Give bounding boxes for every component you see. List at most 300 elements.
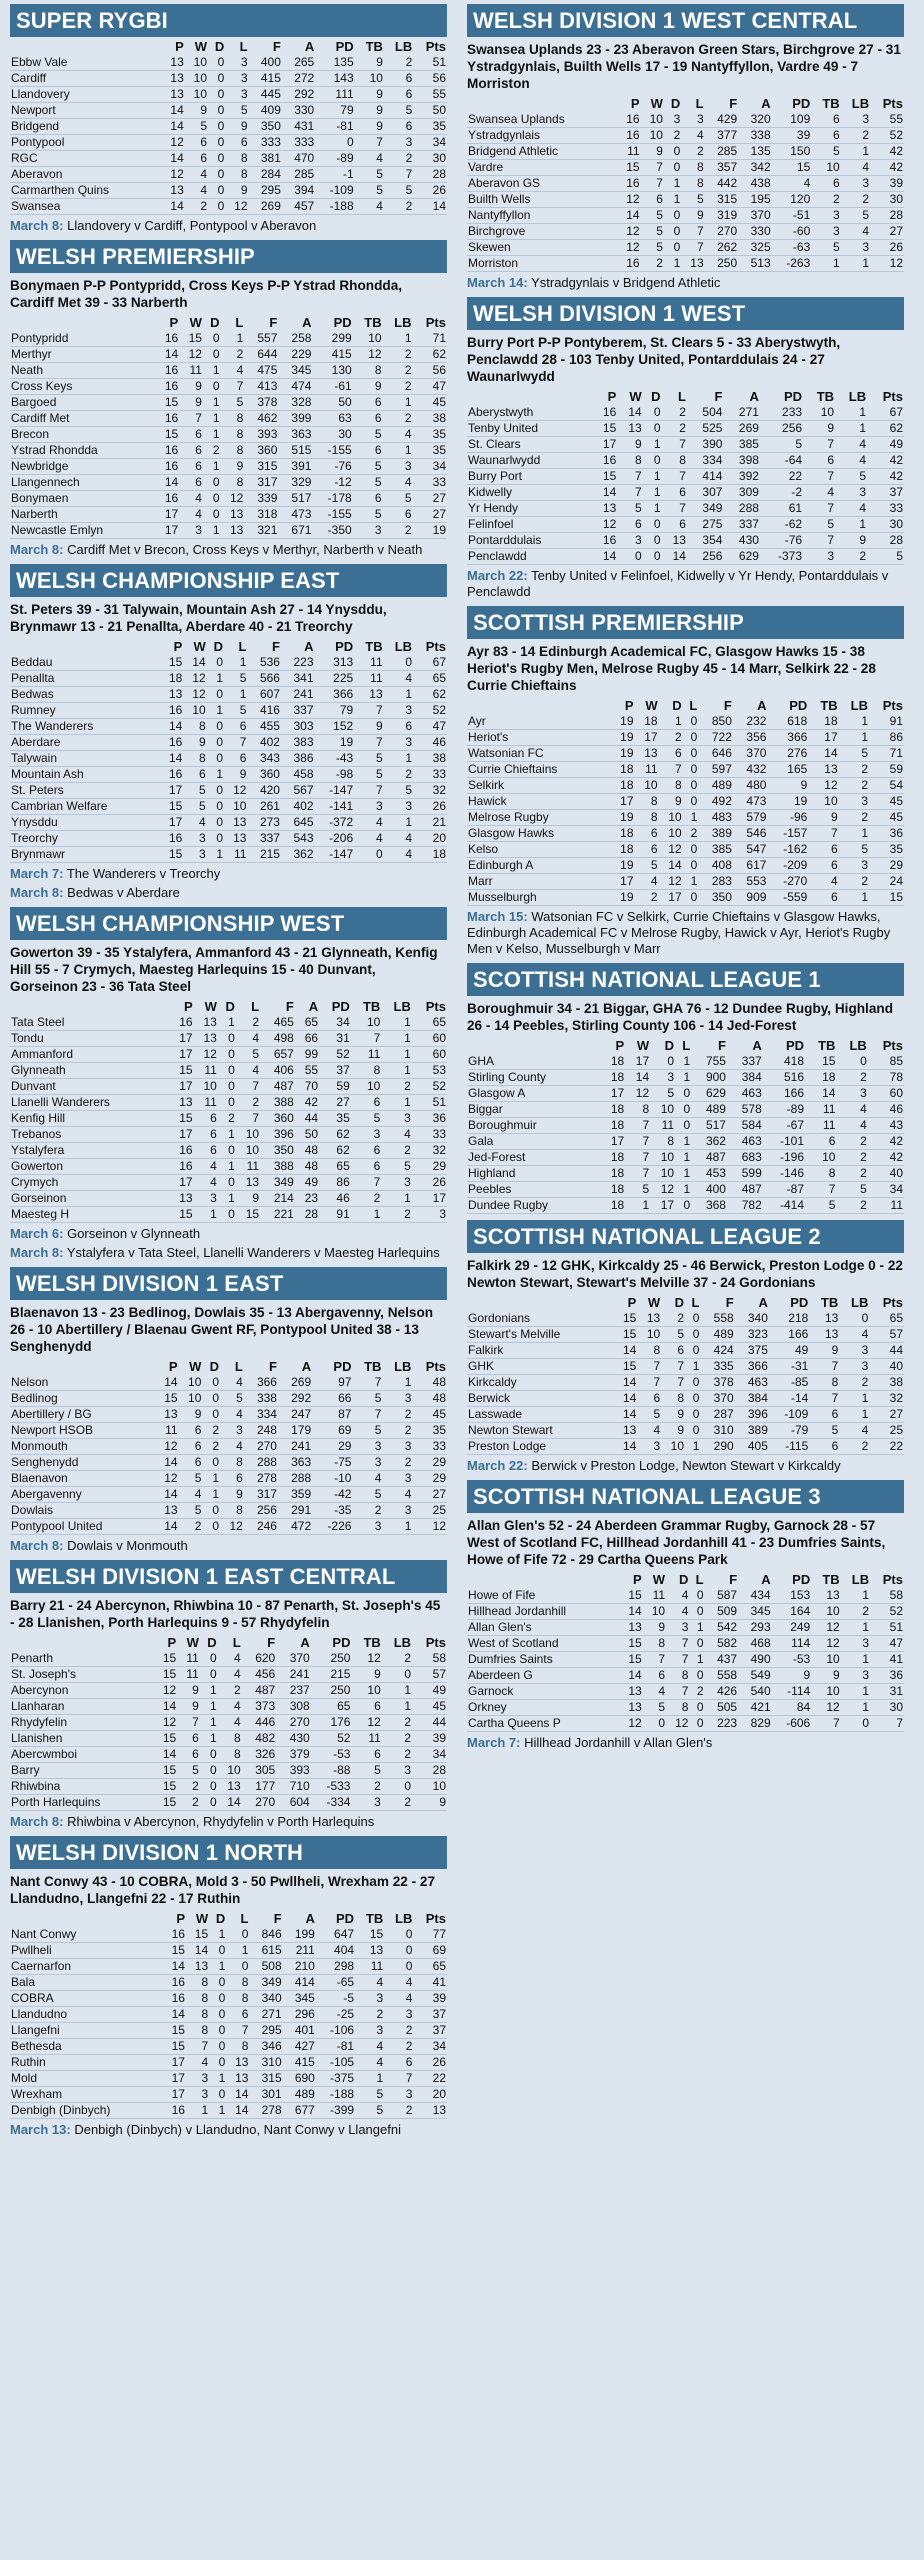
stat-cell: 2 bbox=[860, 1166, 867, 1181]
stat-cell: 0 bbox=[217, 87, 225, 102]
stat-cell: 241 bbox=[291, 1439, 312, 1454]
stat-cell: 409 bbox=[260, 103, 281, 118]
stat-cell: 8 bbox=[650, 794, 658, 809]
stat-cell: 492 bbox=[711, 794, 732, 809]
column-header: P bbox=[607, 388, 617, 404]
table-row bbox=[467, 778, 904, 794]
stat-cell: 328 bbox=[291, 395, 312, 410]
stat-cell: 430 bbox=[738, 533, 759, 548]
stat-cell: 283 bbox=[711, 874, 732, 889]
stat-cell: 0 bbox=[696, 1588, 704, 1603]
stat-cell: 0 bbox=[692, 1375, 700, 1390]
stat-cell: -196 bbox=[779, 1150, 805, 1165]
stat-cell: -559 bbox=[783, 890, 808, 905]
stat-cell: 10 bbox=[668, 810, 682, 825]
stat-cell: 12 bbox=[367, 1651, 381, 1666]
stat-cell: 62 bbox=[432, 347, 446, 362]
stat-cell: 1 bbox=[861, 730, 869, 745]
team-name: Senghenydd bbox=[11, 1455, 79, 1470]
team-name: Jed-Forest bbox=[468, 1150, 526, 1165]
stat-cell: 587 bbox=[717, 1588, 738, 1603]
stat-cell: 1 bbox=[239, 655, 247, 670]
column-header: PD bbox=[331, 998, 350, 1014]
stat-cell: 8 bbox=[201, 1991, 209, 2006]
table-row bbox=[467, 1134, 904, 1150]
stat-cell: 58 bbox=[889, 1588, 903, 1603]
stat-cell: 557 bbox=[257, 331, 278, 346]
column-header: TB bbox=[362, 998, 381, 1014]
team-name: Abercwmboi bbox=[11, 1747, 78, 1762]
team-name: Brecon bbox=[11, 427, 50, 442]
stat-cell: -155 bbox=[327, 443, 352, 458]
stat-cell: 18 bbox=[620, 778, 634, 793]
stat-cell: 0 bbox=[212, 379, 220, 394]
stat-cell: 13 bbox=[646, 1311, 661, 1326]
stat-cell: 2 bbox=[405, 2103, 413, 2118]
stat-cell: 29 bbox=[889, 858, 903, 873]
column-header: LB bbox=[394, 38, 413, 54]
stat-cell: 4 bbox=[234, 1651, 241, 1666]
stat-cell: 16 bbox=[626, 128, 640, 143]
stat-cell: 16 bbox=[168, 735, 183, 750]
fixture-text: Hillhead Jordanhill v Allan Glen's bbox=[524, 1735, 713, 1750]
team-name: Vardre bbox=[468, 160, 504, 175]
table-row bbox=[10, 1503, 447, 1519]
column-header: D bbox=[213, 638, 224, 654]
stat-cell: 8 bbox=[199, 751, 206, 766]
stat-cell: 16 bbox=[626, 256, 640, 271]
stat-cell: 14 bbox=[170, 119, 184, 134]
table-row bbox=[10, 783, 447, 799]
stat-cell: 3 bbox=[404, 459, 412, 474]
stat-cell: 1 bbox=[228, 1127, 235, 1142]
stat-cell: 10 bbox=[660, 1150, 675, 1165]
stat-cell: 15 bbox=[179, 1063, 193, 1078]
stat-cell: 2 bbox=[405, 767, 413, 782]
stat-cell: 288 bbox=[291, 1471, 312, 1486]
stat-cell: 7 bbox=[696, 224, 704, 239]
column-header: Pts bbox=[882, 95, 903, 111]
stat-cell: 15 bbox=[168, 847, 183, 862]
stat-cell: -115 bbox=[785, 1439, 809, 1454]
stat-cell: 1 bbox=[862, 1652, 870, 1667]
stat-cell: 8 bbox=[696, 176, 704, 191]
stat-cell: 6 bbox=[679, 485, 686, 500]
stat-cell: -350 bbox=[327, 523, 352, 538]
stat-cell: 10 bbox=[188, 1375, 202, 1390]
stat-cell: 438 bbox=[750, 176, 771, 191]
stat-cell: 542 bbox=[717, 1620, 738, 1635]
stat-cell: 10 bbox=[649, 112, 663, 127]
column-header: D bbox=[215, 1910, 226, 1926]
stat-cell: 199 bbox=[294, 1927, 315, 1942]
stat-cell: 99 bbox=[304, 1047, 319, 1062]
stat-cell: 0 bbox=[653, 421, 661, 436]
stat-cell: 1 bbox=[653, 501, 661, 516]
stat-cell: 1 bbox=[861, 890, 869, 905]
team-name: Howe of Fife bbox=[468, 1588, 536, 1603]
stat-cell: 51 bbox=[432, 1095, 446, 1110]
column-header: A bbox=[757, 697, 767, 713]
stat-cell: 7 bbox=[405, 2071, 413, 2086]
team-name: Morriston bbox=[468, 256, 519, 271]
stat-cell: 0 bbox=[212, 1375, 220, 1390]
stat-cell: 9 bbox=[675, 794, 682, 809]
stat-cell: 23 bbox=[304, 1191, 319, 1206]
league-table bbox=[467, 696, 904, 906]
stat-cell: 378 bbox=[713, 1375, 734, 1390]
stat-cell: 463 bbox=[741, 1134, 762, 1149]
stat-cell: 377 bbox=[717, 128, 738, 143]
stat-cell: 1 bbox=[859, 405, 867, 420]
stat-cell: -53 bbox=[333, 1747, 351, 1762]
stat-cell: 0 bbox=[375, 847, 383, 862]
stat-cell: 66 bbox=[304, 1031, 319, 1046]
stat-cell: 5 bbox=[861, 746, 869, 761]
fixture-date: March 7: bbox=[467, 1735, 521, 1750]
stat-cell: -206 bbox=[329, 831, 354, 846]
stat-cell: 6 bbox=[831, 1407, 839, 1422]
league-table bbox=[10, 997, 447, 1223]
stat-cell: 39 bbox=[796, 128, 811, 143]
stat-cell: 1 bbox=[228, 1191, 235, 1206]
table-header-row bbox=[467, 387, 904, 405]
stat-cell: 0 bbox=[228, 1143, 235, 1158]
column-header: D bbox=[207, 1634, 217, 1650]
stat-cell: 0 bbox=[218, 1991, 226, 2006]
stat-cell: 2 bbox=[405, 2023, 413, 2038]
stat-cell: 406 bbox=[273, 1063, 294, 1078]
team-name: Cardiff bbox=[11, 71, 47, 86]
stat-cell: 379 bbox=[289, 1747, 310, 1762]
stat-cell: 35 bbox=[432, 427, 446, 442]
column-header: Pts bbox=[425, 1358, 446, 1374]
stat-cell: 7 bbox=[375, 735, 383, 750]
stat-cell: 11 bbox=[204, 1095, 217, 1110]
stat-cell: 214 bbox=[273, 1191, 294, 1206]
stat-cell: 4 bbox=[859, 501, 867, 516]
stat-cell: 0 bbox=[241, 1959, 249, 1974]
stat-cell: 12 bbox=[626, 224, 640, 239]
table-row bbox=[10, 523, 447, 539]
stat-cell: 61 bbox=[788, 501, 803, 516]
stat-cell: 4 bbox=[405, 847, 413, 862]
stat-cell: 330 bbox=[294, 103, 315, 118]
stat-cell: 25 bbox=[889, 1423, 903, 1438]
table-row bbox=[467, 810, 904, 826]
team-name: Bedwas bbox=[11, 687, 54, 702]
stat-cell: 1 bbox=[859, 517, 867, 532]
stat-cell: 8 bbox=[658, 1636, 666, 1651]
stat-cell: 607 bbox=[259, 687, 280, 702]
stat-cell: 5 bbox=[650, 858, 658, 873]
stat-cell: 2 bbox=[212, 1423, 220, 1438]
stat-cell: 5 bbox=[677, 1327, 685, 1342]
table-row bbox=[10, 2103, 447, 2119]
stat-cell: 6 bbox=[241, 2007, 249, 2022]
column-header: Pts bbox=[882, 1294, 903, 1310]
stat-cell: -114 bbox=[787, 1684, 811, 1699]
stat-cell: 1 bbox=[692, 1439, 700, 1454]
stat-cell: 317 bbox=[257, 475, 278, 490]
stat-cell: 7 bbox=[681, 1652, 689, 1667]
stat-cell: 350 bbox=[260, 119, 281, 134]
column-header: LB bbox=[394, 1358, 412, 1374]
stat-cell: 12 bbox=[188, 347, 202, 362]
league-table bbox=[467, 1036, 904, 1214]
stat-cell: 6 bbox=[675, 746, 682, 761]
column-header: F bbox=[714, 388, 723, 404]
stat-cell: -88 bbox=[333, 1763, 351, 1778]
team-name: Bridgend bbox=[11, 119, 60, 134]
stat-cell: 498 bbox=[273, 1031, 294, 1046]
stat-cell: 15 bbox=[162, 1795, 177, 1810]
team-column-header bbox=[467, 696, 610, 714]
stat-cell: 6 bbox=[195, 443, 202, 458]
stat-cell: 458 bbox=[293, 767, 314, 782]
stat-cell: 3 bbox=[404, 1111, 411, 1126]
team-name: Orkney bbox=[468, 1700, 507, 1715]
stat-cell: 13 bbox=[170, 55, 184, 70]
stat-cell: 900 bbox=[705, 1070, 726, 1085]
stat-cell: 5 bbox=[404, 1159, 411, 1174]
stat-cell: 13 bbox=[229, 523, 244, 538]
stat-cell: 846 bbox=[261, 1927, 282, 1942]
stat-cell: 359 bbox=[291, 1487, 312, 1502]
stat-cell: 490 bbox=[750, 1652, 771, 1667]
stat-cell: 7 bbox=[827, 469, 835, 484]
stat-cell: 8 bbox=[241, 1991, 249, 2006]
stat-cell: 150 bbox=[790, 144, 811, 159]
stat-cell: 4 bbox=[234, 1667, 241, 1682]
stat-cell: 15 bbox=[628, 1588, 642, 1603]
stat-cell: 392 bbox=[738, 469, 759, 484]
stat-cell: 2 bbox=[861, 1439, 869, 1454]
table-row bbox=[10, 1159, 447, 1175]
stat-cell: 12 bbox=[162, 1715, 177, 1730]
stat-cell: 34 bbox=[336, 1015, 350, 1030]
table-header-row bbox=[10, 997, 447, 1015]
stat-cell: 487 bbox=[273, 1079, 294, 1094]
table-row bbox=[10, 1015, 447, 1031]
stat-cell: 14 bbox=[192, 655, 206, 670]
stat-cell: 1 bbox=[405, 687, 413, 702]
stat-cell: 10 bbox=[644, 778, 658, 793]
stat-cell: 4 bbox=[404, 1487, 412, 1502]
stat-cell: 258 bbox=[291, 331, 312, 346]
table-row bbox=[467, 240, 904, 256]
stat-cell: 5 bbox=[240, 103, 248, 118]
stat-cell: 32 bbox=[432, 783, 446, 798]
stat-cell: 26 bbox=[889, 240, 903, 255]
stat-cell: 225 bbox=[333, 671, 354, 686]
column-header: P bbox=[169, 314, 179, 330]
stat-cell: 30 bbox=[432, 151, 446, 166]
stat-cell: 489 bbox=[711, 778, 732, 793]
stat-cell: 1 bbox=[832, 256, 840, 271]
stat-cell: 79 bbox=[340, 103, 354, 118]
league-section-welsh-division-1-west bbox=[467, 297, 904, 600]
stat-cell: 65 bbox=[304, 1015, 319, 1030]
stat-cell: 2 bbox=[405, 2039, 413, 2054]
fixture-text: Tenby United v Felinfoel, Kidwelly v Yr Hendy, Pontarddulais v Penclawdd bbox=[467, 568, 889, 599]
stat-cell: 12 bbox=[367, 1715, 381, 1730]
column-header: D bbox=[679, 1571, 689, 1587]
table-row bbox=[10, 331, 447, 347]
stat-cell: 0 bbox=[673, 160, 681, 175]
table-row bbox=[10, 719, 447, 735]
stat-cell: 317 bbox=[256, 1487, 277, 1502]
stat-cell: 0 bbox=[212, 475, 220, 490]
stat-cell: 301 bbox=[261, 2087, 282, 2102]
stat-cell: 349 bbox=[273, 1175, 294, 1190]
stat-cell: -372 bbox=[329, 815, 354, 830]
league-title: SCOTTISH NATIONAL LEAGUE 2 bbox=[467, 1220, 904, 1253]
stat-cell: 620 bbox=[255, 1651, 276, 1666]
stat-cell: 0 bbox=[696, 1700, 704, 1715]
stat-cell: 14 bbox=[628, 1604, 642, 1619]
stat-cell: 2 bbox=[404, 411, 412, 426]
stat-cell: 10 bbox=[826, 1604, 840, 1619]
stat-cell: 299 bbox=[331, 331, 352, 346]
stat-cell: 1 bbox=[859, 421, 867, 436]
team-name: Neath bbox=[11, 363, 44, 378]
stat-cell: 782 bbox=[741, 1198, 762, 1213]
stat-cell: 14 bbox=[635, 1070, 650, 1085]
stat-cell: 33 bbox=[889, 501, 903, 516]
team-name: Aberdeen G bbox=[468, 1668, 533, 1683]
stat-cell: 370 bbox=[746, 746, 767, 761]
stat-cell: 350 bbox=[273, 1143, 294, 1158]
stat-cell: 256 bbox=[702, 549, 723, 564]
stat-cell: 0 bbox=[690, 730, 698, 745]
column-header: P bbox=[633, 1571, 642, 1587]
stat-cell: 7 bbox=[375, 783, 383, 798]
stat-cell: 468 bbox=[750, 1636, 771, 1651]
stat-cell: 356 bbox=[746, 730, 767, 745]
stat-cell: 26 bbox=[432, 1175, 446, 1190]
stat-cell: 6 bbox=[194, 1423, 202, 1438]
stat-cell: -399 bbox=[330, 2103, 355, 2118]
stat-cell: -35 bbox=[334, 1503, 352, 1518]
stat-cell: 366 bbox=[256, 1375, 277, 1390]
stat-cell: 9 bbox=[374, 379, 382, 394]
stat-cell: 65 bbox=[337, 1699, 351, 1714]
stat-cell: 11 bbox=[370, 671, 383, 686]
stat-cell: 1 bbox=[212, 1487, 220, 1502]
stat-cell: 9 bbox=[200, 103, 208, 118]
team-name: Dunvant bbox=[11, 1079, 56, 1094]
table-row bbox=[467, 1182, 904, 1198]
column-header: PD bbox=[332, 1634, 351, 1650]
team-name: Gowerton bbox=[11, 1159, 64, 1174]
stat-cell: 12 bbox=[192, 687, 206, 702]
stat-cell: 13 bbox=[227, 1779, 241, 1794]
stat-cell: 9 bbox=[677, 1423, 685, 1438]
column-header: D bbox=[225, 998, 235, 1014]
stat-cell: 18 bbox=[620, 762, 634, 777]
stat-cell: 13 bbox=[170, 87, 184, 102]
table-row bbox=[467, 176, 904, 192]
table-row bbox=[10, 831, 447, 847]
stat-cell: 0 bbox=[209, 1651, 217, 1666]
stat-cell: 16 bbox=[171, 1975, 185, 1990]
table-row bbox=[10, 1047, 447, 1063]
stat-cell: 399 bbox=[291, 411, 312, 426]
stat-cell: 414 bbox=[702, 469, 723, 484]
stat-cell: 2 bbox=[252, 1015, 260, 1030]
stat-cell: 427 bbox=[294, 2039, 315, 2054]
stat-cell: -146 bbox=[779, 1166, 805, 1181]
stat-cell: 17 bbox=[171, 2071, 185, 2086]
stat-cell: 265 bbox=[294, 55, 315, 70]
stat-cell: 0 bbox=[217, 71, 225, 86]
stat-cell: 2 bbox=[679, 405, 686, 420]
stat-cell: 8 bbox=[650, 810, 658, 825]
stat-cell: 543 bbox=[293, 831, 314, 846]
fixture-text: Ystalyfera v Tata Steel, Llanelli Wanderers v Maesteg Harlequins bbox=[66, 1245, 440, 1260]
stat-cell: -43 bbox=[335, 751, 354, 766]
team-name: Llanelli Wanderers bbox=[11, 1095, 110, 1110]
league-section-welsh-division-1-west-central bbox=[467, 4, 904, 291]
team-name: Penallta bbox=[11, 671, 55, 686]
team-name: Cross Keys bbox=[11, 379, 73, 394]
stat-cell: 7 bbox=[658, 1652, 666, 1667]
stat-cell: 37 bbox=[432, 2007, 446, 2022]
stat-cell: 13 bbox=[229, 507, 244, 522]
stat-cell: 334 bbox=[702, 453, 723, 468]
stat-cell: 2 bbox=[404, 1651, 412, 1666]
stat-cell: 1 bbox=[228, 1015, 235, 1030]
stat-cell: 20 bbox=[432, 831, 446, 846]
stat-cell: 46 bbox=[432, 735, 446, 750]
stat-cell: 13 bbox=[170, 71, 184, 86]
stat-cell: 7 bbox=[239, 735, 247, 750]
stat-cell: 337 bbox=[741, 1054, 762, 1069]
stat-cell: 9 bbox=[236, 459, 244, 474]
column-header: P bbox=[175, 38, 184, 54]
stat-cell: 109 bbox=[790, 112, 811, 127]
stat-cell: 629 bbox=[705, 1086, 726, 1101]
stat-cell: 16 bbox=[164, 379, 179, 394]
column-header: A bbox=[301, 1358, 312, 1374]
stat-cell: 2 bbox=[374, 1503, 382, 1518]
stat-cell: 26 bbox=[432, 183, 446, 198]
team-name: Ystradgynlais bbox=[468, 128, 541, 143]
fixture-note bbox=[10, 2122, 447, 2138]
stat-cell: 0 bbox=[673, 240, 681, 255]
stat-cell: 18 bbox=[610, 1118, 625, 1133]
stat-cell: 6 bbox=[195, 427, 202, 442]
results-summary: Swansea Uplands 23 - 23 Aberavon Green Stars, Birchgrove 27 - 31 Ystradgynlais, Builth Wells 17 - 19 Nantyffyllon, Vardre 49 - 7 Morriston bbox=[467, 42, 901, 91]
team-name: Ayr bbox=[468, 714, 486, 729]
stat-cell: 135 bbox=[333, 55, 354, 70]
team-name: Kenfig Hill bbox=[11, 1111, 66, 1126]
stat-cell: 15 bbox=[162, 1651, 177, 1666]
stat-cell: 284 bbox=[260, 167, 281, 182]
column-header: TB bbox=[365, 1910, 384, 1926]
results-summary: Gowerton 39 - 35 Ystalyfera, Ammanford 43 - 21 Glynneath, Kenfig Hill 55 - 7 Crymych, Maesteg Harlequins 15 - 40 Dunvant, Gorseinon 23 - 36 Tata Steel bbox=[10, 945, 438, 994]
stat-cell: 15 bbox=[168, 655, 183, 670]
table-row bbox=[467, 256, 904, 272]
stat-cell: 383 bbox=[293, 735, 314, 750]
stat-cell: 3 bbox=[374, 1439, 382, 1454]
column-header: L bbox=[695, 95, 704, 111]
stat-cell: 2 bbox=[404, 363, 412, 378]
column-header: W bbox=[647, 1294, 661, 1310]
stat-cell: 5 bbox=[635, 501, 642, 516]
stat-cell: 5 bbox=[827, 517, 835, 532]
